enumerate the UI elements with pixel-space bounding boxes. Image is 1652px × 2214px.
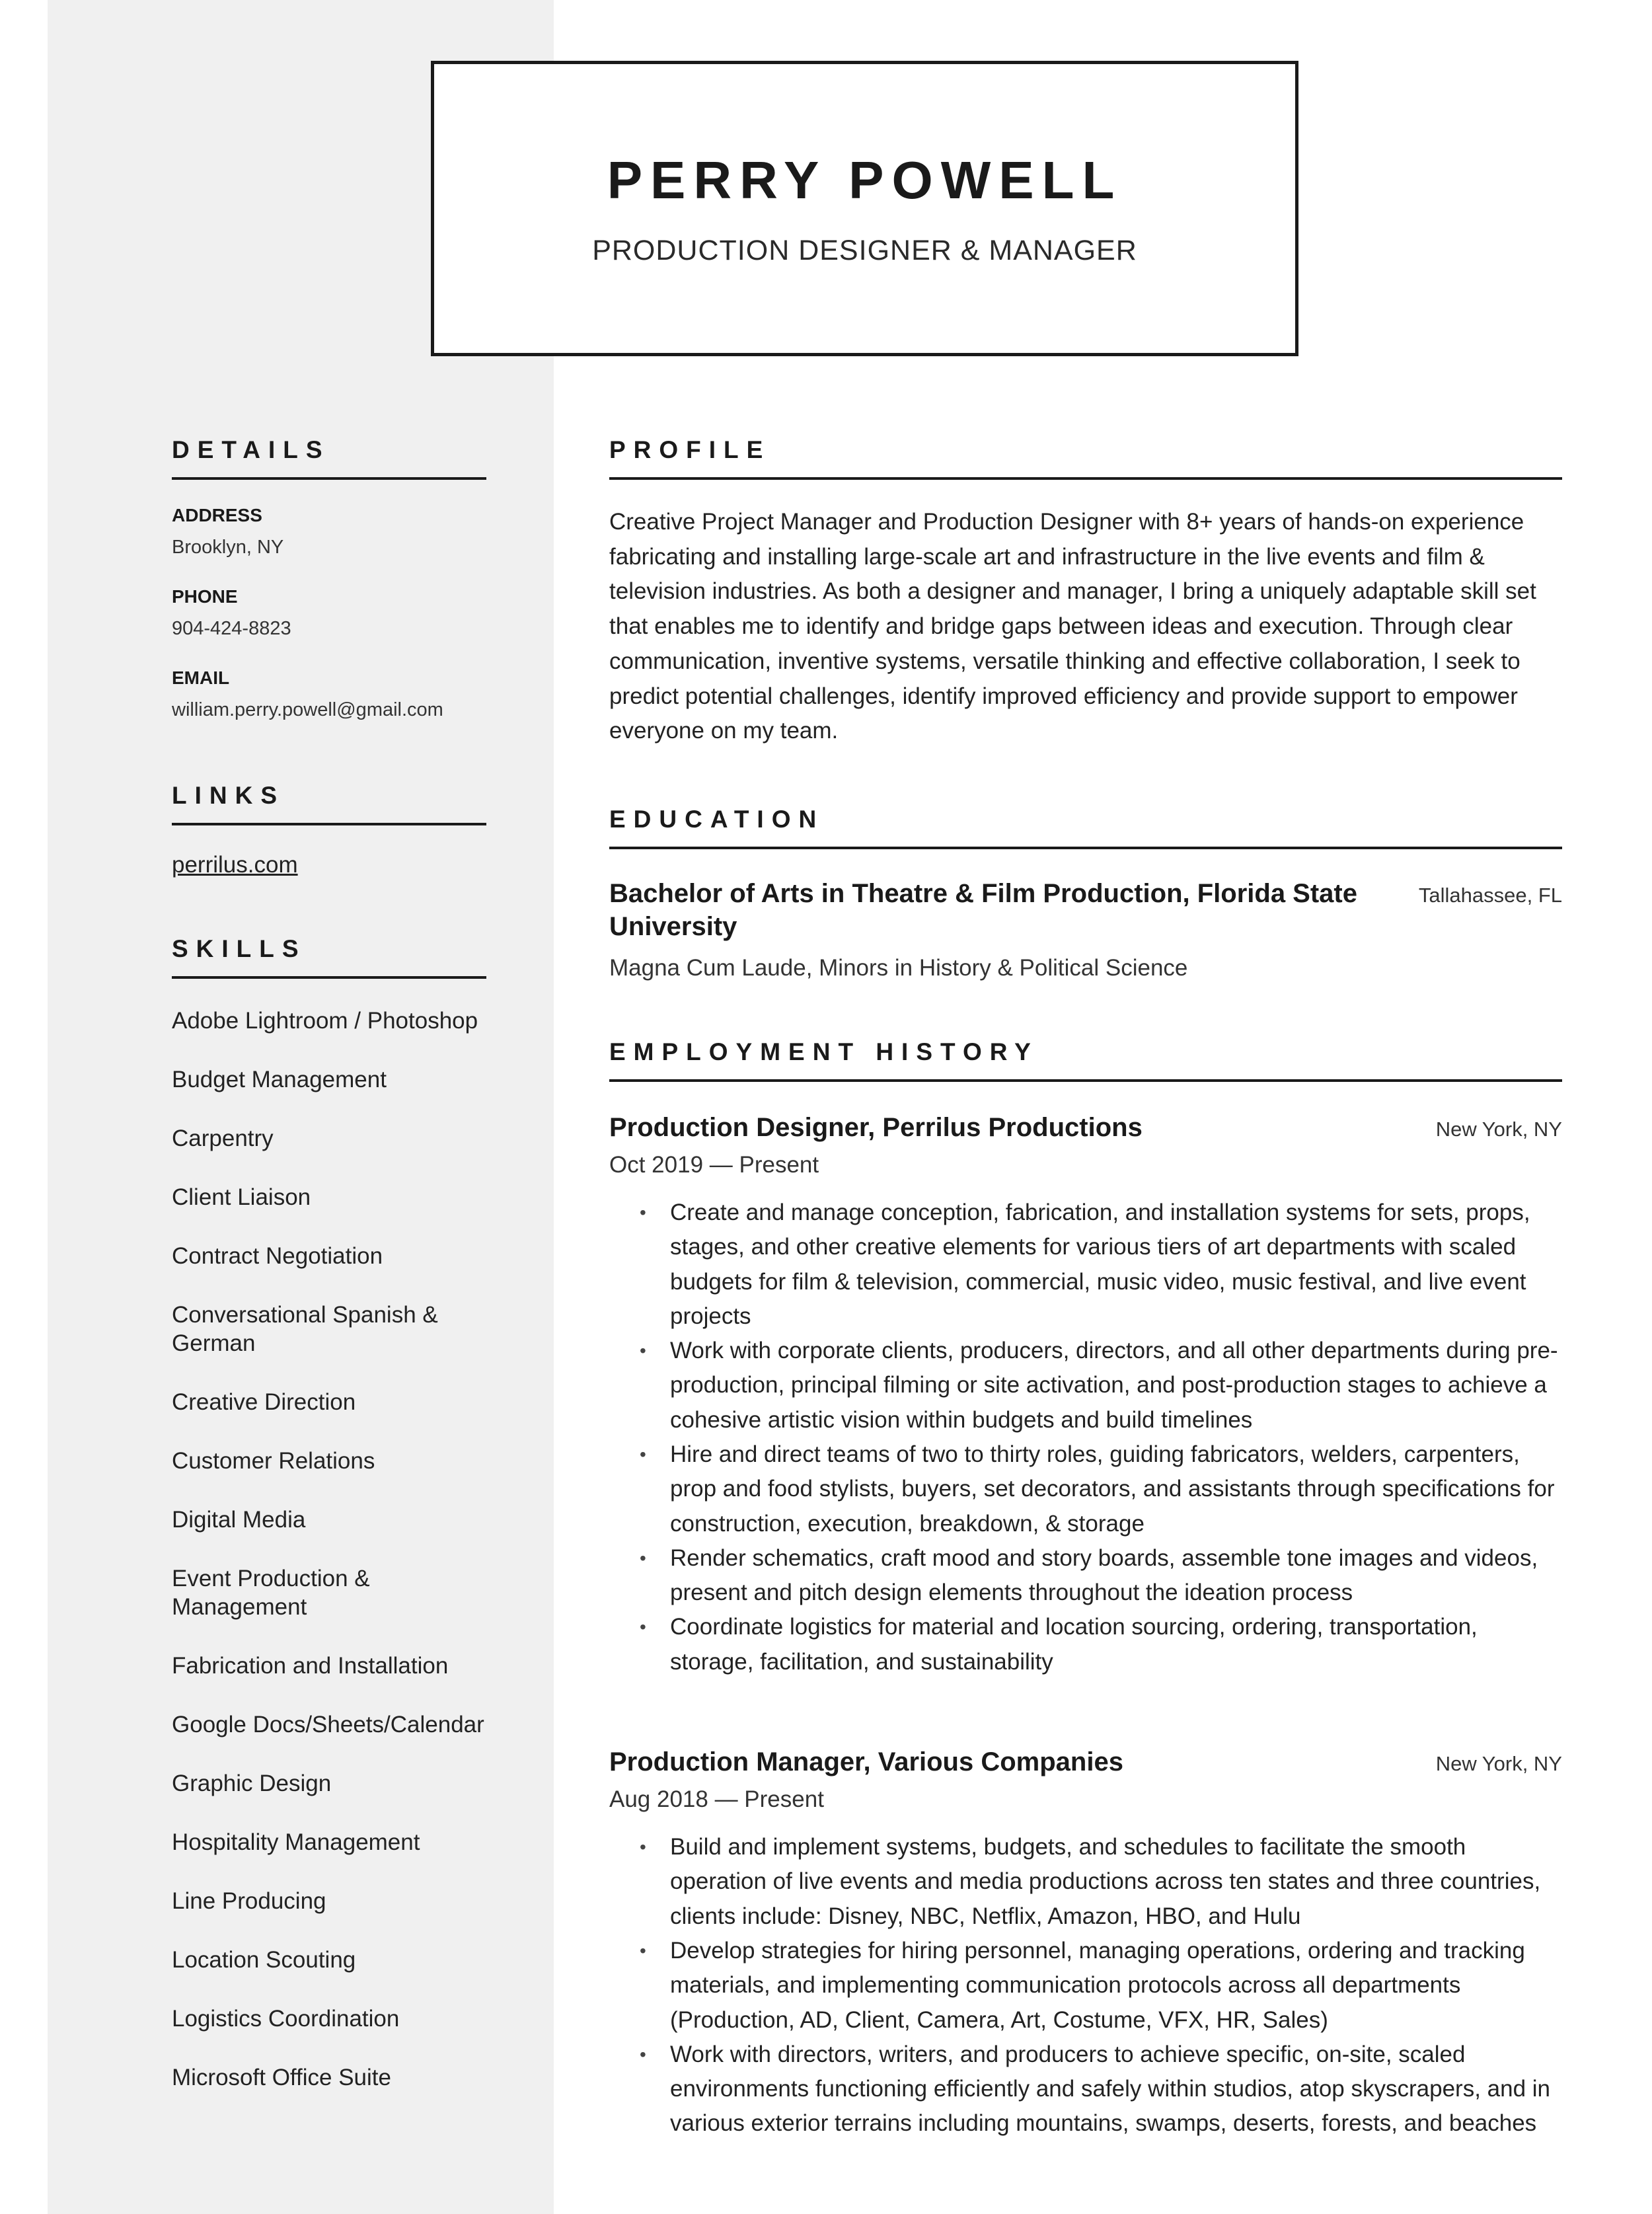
skill-item: Hospitality Management [172, 1829, 420, 1855]
job-title: Production Manager, Various Companies [609, 1747, 1123, 1777]
education-entry [609, 877, 1562, 943]
bullet-text: Develop strategies for hiring personnel, managing operations, ordering and tracking materials, and implementing communication protocols across all departments (Production, AD, Client, Camera, Art, Costume, VFX, HR, Sales) [670, 1937, 1525, 2033]
skill-item: Fabrication and Installation [172, 1653, 449, 1679]
bullet-item [609, 1610, 1562, 1679]
job-location: New York, NY [1435, 1752, 1562, 1776]
bullet-item [609, 1830, 1562, 1934]
bullet-icon: • [640, 1444, 646, 1465]
bullet-text: Create and manage conception, fabrication, and installation systems for sets, props, stages, and other creative elements for various tiers of art departments with scaled budgets for film & television, commercial, music video, music festival, and live event projects [670, 1199, 1530, 1329]
sidebar [172, 436, 486, 2122]
bullet-icon: • [640, 1837, 646, 1858]
job-header [609, 1745, 1562, 1778]
bullet-item [609, 2038, 1562, 2141]
skill-item: Location Scouting [172, 1947, 356, 1973]
details-heading: DETAILS [172, 436, 486, 480]
skill-item: Google Docs/Sheets/Calendar [172, 1712, 484, 1737]
skills-section [172, 935, 486, 2092]
bullet-icon: • [640, 1547, 646, 1568]
job-entry [609, 1745, 1562, 2141]
education-detail: Magna Cum Laude, Minors in History & Political Science [609, 954, 1188, 981]
phone-label: PHONE [172, 586, 238, 607]
bullet-text: Work with directors, writers, and producers to achieve specific, on-site, scaled environments functioning efficiently and safely within studios, atop skyscrapers, and in various exterior terrains including mountains, swamps, deserts, forests, and beaches [670, 2041, 1551, 2137]
bullet-item [609, 1196, 1562, 1334]
skill-item: Conversational Spanish & German [172, 1302, 438, 1356]
education-section [609, 806, 1562, 981]
skill-item: Client Liaison [172, 1184, 311, 1210]
bullet-text: Work with corporate clients, producers, directors, and all other departments during pre-production, principal filming or site activation, and post-production stages to achieve a cohesive artistic vision within budgets and build timelines [670, 1338, 1558, 1433]
links-section [172, 782, 486, 878]
email-label: EMAIL [172, 668, 230, 688]
bullet-icon: • [640, 1202, 646, 1223]
skill-item: Event Production & Management [172, 1566, 370, 1620]
job-bullets [609, 1830, 1562, 2141]
phone-value: 904-424-8823 [172, 618, 291, 639]
skill-item: Adobe Lightroom / Photoshop [172, 1008, 478, 1034]
address-label: ADDRESS [172, 505, 262, 525]
bullet-icon: • [640, 1940, 646, 1961]
bullet-item [609, 1541, 1562, 1611]
address-value: Brooklyn, NY [172, 537, 284, 558]
skill-item: Graphic Design [172, 1771, 332, 1796]
job-dates: Oct 2019 — Present [609, 1151, 819, 1178]
skills-heading: SKILLS [172, 935, 486, 979]
main-content [609, 436, 1562, 2141]
bullet-text: Coordinate logistics for material and location sourcing, ordering, transportation, storage, facilitation, and sustainability [670, 1614, 1478, 1675]
details-section [172, 436, 486, 721]
job-bullets [609, 1196, 1562, 1679]
bullet-item [609, 1437, 1562, 1541]
skill-item: Line Producing [172, 1888, 326, 1914]
job-title: PRODUCTION DESIGNER & MANAGER [592, 235, 1137, 266]
employment-heading: EMPLOYMENT HISTORY [609, 1038, 1562, 1082]
profile-heading: PROFILE [609, 436, 1562, 480]
name-header-box [431, 61, 1298, 356]
degree-title: Bachelor of Arts in Theatre & Film Production, Florida State University [609, 878, 1357, 941]
bullet-text: Build and implement systems, budgets, and schedules to facilitate the smooth operation of live events and media productions across ten states and three countries, clients include: Disney, NBC, Netflix, Amazon, HBO, and Hulu [670, 1834, 1541, 1929]
employment-section [609, 1038, 1562, 2141]
links-heading: LINKS [172, 782, 486, 825]
skill-item: Logistics Coordination [172, 2006, 400, 2032]
bullet-item [609, 1334, 1562, 1437]
education-location: Tallahassee, FL [1418, 883, 1562, 907]
bullet-text: Render schematics, craft mood and story boards, assemble tone images and videos, present and pitch design elements throughout the ideation process [670, 1545, 1538, 1606]
job-entry [609, 1111, 1562, 1679]
job-dates: Aug 2018 — Present [609, 1786, 824, 1813]
candidate-name: PERRY POWELL [607, 151, 1123, 210]
skill-item: Carpentry [172, 1126, 274, 1151]
bullet-item [609, 1934, 1562, 2038]
bullet-icon: • [640, 2043, 646, 2065]
email-value: william.perry.powell@gmail.com [172, 699, 443, 720]
job-header [609, 1111, 1562, 1144]
profile-section [609, 436, 1562, 749]
skill-item: Budget Management [172, 1067, 387, 1092]
job-title: Production Designer, Perrilus Productions [609, 1112, 1143, 1142]
bullet-icon: • [640, 1617, 646, 1638]
skill-item: Microsoft Office Suite [172, 2065, 391, 2090]
skill-item: Customer Relations [172, 1448, 375, 1474]
portfolio-link[interactable]: perrilus.com [172, 852, 298, 878]
education-heading: EDUCATION [609, 806, 1562, 849]
skills-list [172, 1007, 486, 2092]
skill-item: Contract Negotiation [172, 1243, 383, 1269]
job-location: New York, NY [1435, 1117, 1562, 1141]
bullet-icon: • [640, 1340, 646, 1361]
profile-text: Creative Project Manager and Production Designer with 8+ years of hands-on experience fabricating and installing large-scale art and infrastructure in the live events and film & television industries. As both a designer and manager, I bring a uniquely adaptable skill set that enables me to identify and bridge gaps between ideas and execution. Through clear communication, inventive systems, versatile thinking and effective collaboration, I seek to predict potential challenges, identify improved efficiency and provide support to empower everyone on my team. [609, 509, 1536, 744]
skill-item: Digital Media [172, 1507, 306, 1533]
skill-item: Creative Direction [172, 1389, 356, 1415]
bullet-text: Hire and direct teams of two to thirty roles, guiding fabricators, welders, carpenters, prop and food stylists, buyers, set decorators, and assistants through specifications for construction, execution, breakdown, & storage [670, 1441, 1555, 1537]
